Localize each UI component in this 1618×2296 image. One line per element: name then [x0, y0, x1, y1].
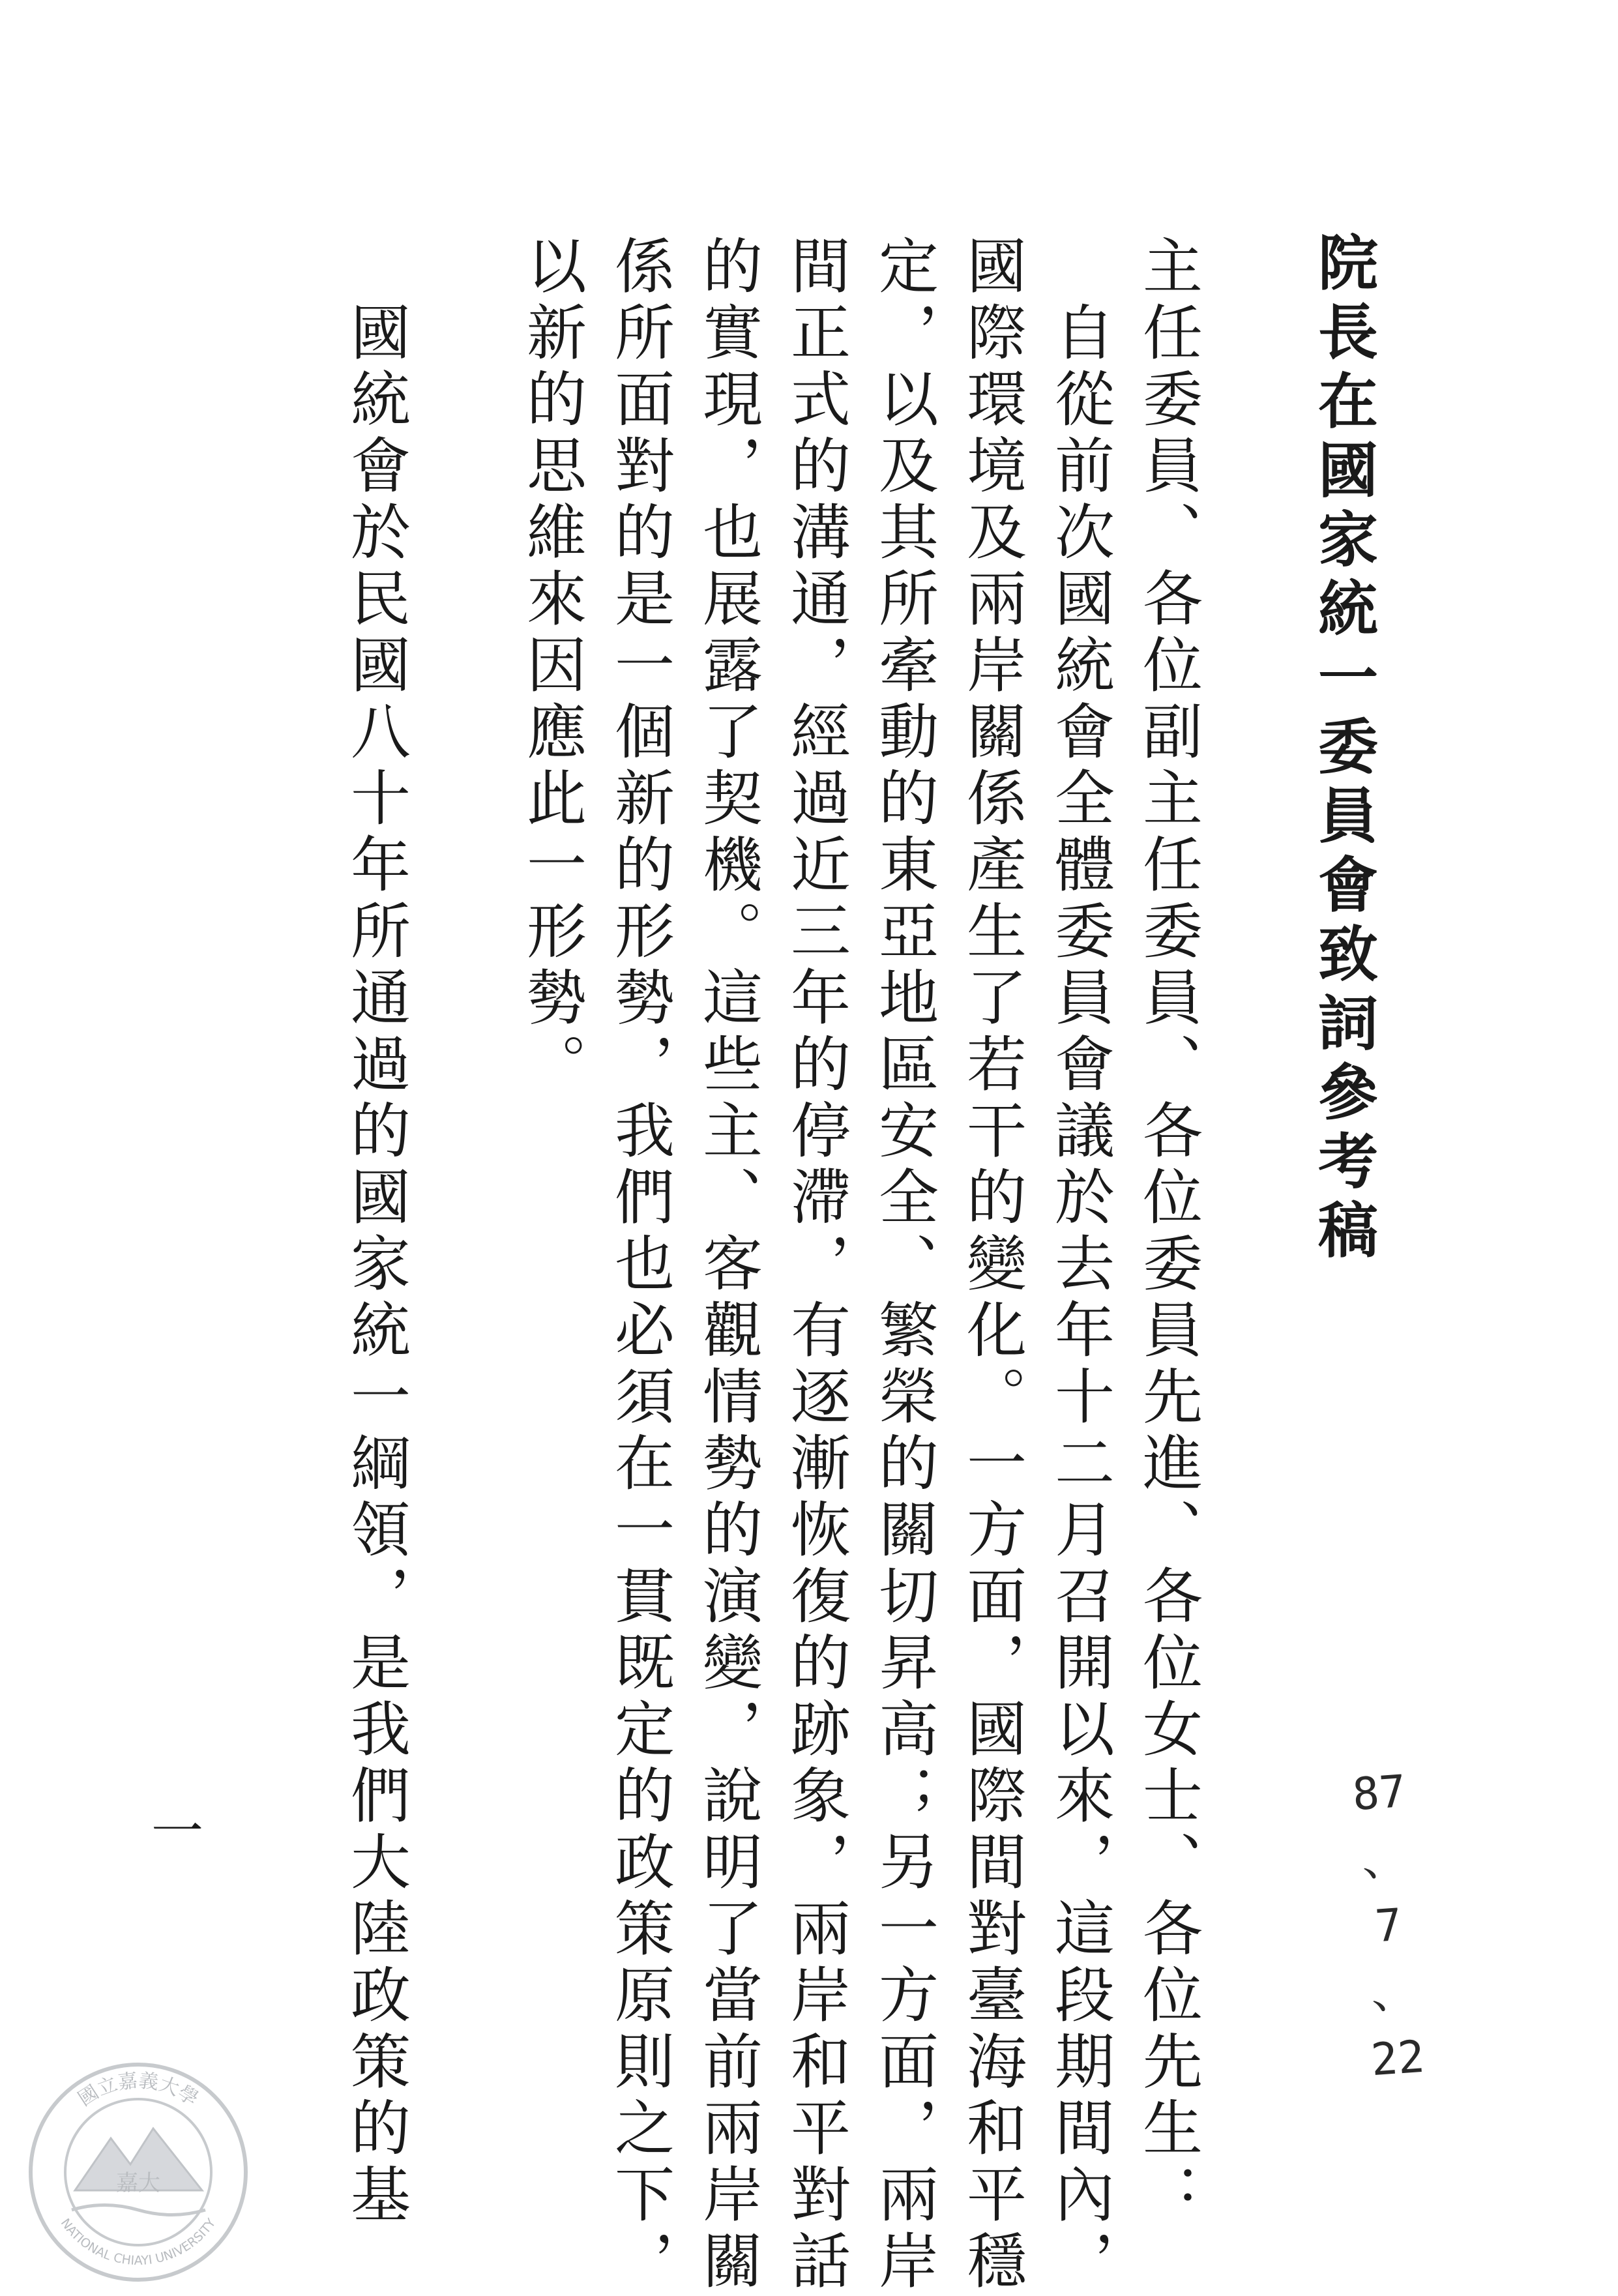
seal-center-text: 嘉大 [116, 2170, 160, 2196]
handwritten-date-part: 、 [1360, 1832, 1408, 1887]
handwritten-date-part: 、 [1369, 1965, 1417, 2020]
handwritten-date-part: 87 [1351, 1765, 1408, 1821]
seal-bottom-text: NATIONAL CHIAYI UNIVERSITY [57, 2216, 219, 2268]
body-column-3: 國際環境及兩岸關係產生了若干的變化。一方面，國際間對臺海和平穩 [957, 235, 1027, 2296]
handwritten-date-part: 22 [1369, 2031, 1426, 2087]
seal-wave-icon [72, 2205, 205, 2215]
body-column-7: 係所面對的是一個新的形勢，我們也必須在一貫既定的政策原則之下， [605, 235, 675, 2296]
seal-top-text: 國立嘉義大學 [74, 2069, 203, 2111]
handwritten-date [1328, 1757, 1449, 2095]
body-column-6: 的實現，也展露了契機。這些主、客觀情勢的演變，說明了當前兩岸關 [693, 235, 763, 2296]
university-seal-watermark [26, 2060, 251, 2285]
handwritten-date-part: 7 [1373, 1899, 1404, 1953]
body-column-1: 主任委員、各位副主任委員、各位委員先進、各位女士、各位先生： [1133, 235, 1203, 2230]
document-title: 院長在國家統一委員會致詞參考稿 [1308, 231, 1379, 1268]
body-column-9: 國統會於民國八十年所通過的國家統一綱領，是我們大陸政策的基 [341, 235, 411, 2230]
body-column-4: 定，以及其所牽動的東亞地區安全、繁榮的關切昇高；另一方面，兩岸 [869, 235, 939, 2296]
body-column-5: 間正式的溝通，經過近三年的停滯，有逐漸恢復的跡象，兩岸和平對話 [781, 235, 851, 2296]
page-number: 一 [151, 1801, 203, 1862]
body-column-8: 以新的思維來因應此一形勢。 [517, 235, 587, 1099]
body-column-2: 自從前次國統會全體委員會議於去年十二月召開以來，這段期間內， [1045, 235, 1115, 2296]
